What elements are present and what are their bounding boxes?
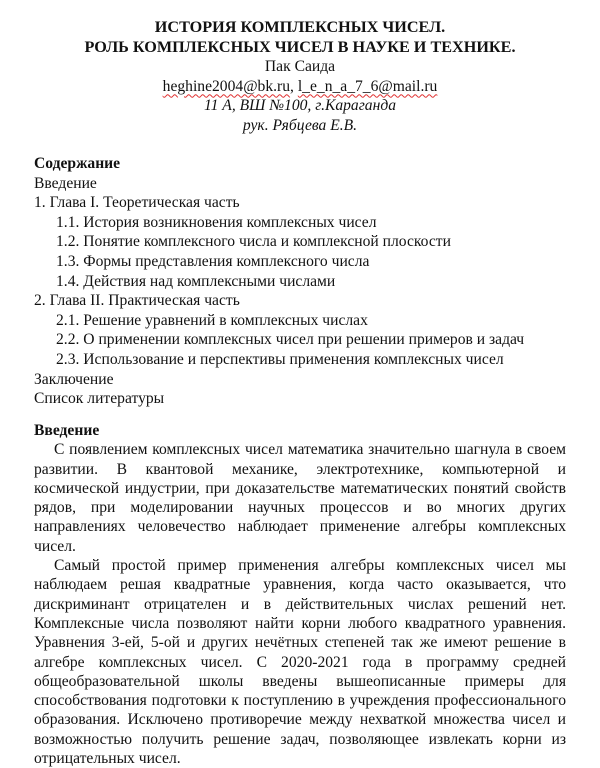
- toc-item-chapter-1: 1. Глава I. Теоретическая часть: [34, 194, 240, 212]
- toc-item-1-2: 1.2. Понятие комплексного числа и комплексной плоскости: [56, 233, 451, 251]
- toc-item-1-4: 1.4. Действия над комплексными числами: [56, 272, 336, 290]
- introduction-paragraph-1: С появлением комплексных чисел математика значительно шагнула в своем развитии. В квантовой механике, электротехнике, компьютерной и космической индустрии, при доказательстве математических понятий свойств рядов, при моделировании научных процессов и во многих других направлениях человечество наблюдает применение алгебры комплексных чисел.: [34, 441, 566, 555]
- toc-item-2-2: 2.2. О применении комплексных чисел при решении примеров и задач: [56, 331, 525, 349]
- introduction-paragraph-2: Самый простой пример применения алгебры комплексных чисел мы наблюдаем решая квадратные уравнения, когда часто оказывается, что дискриминант отрицателен и в действительных числах решений нет. Комплексные числа позволяют найти корни любого квадратного уравнения. Уравнения 3-ей, 5-ой и других нечётных степеней так же имеют решение в алгебре комплексных чисел. С 2020-2021 года в программу средней общеобразовательной школы введены вышеописанные примеры для способствования подготовки к поступлению в учреждения профессионального образования. Исключено противоречие между нехваткой множества чисел и возможностью получить решение задач, позволяющее извлекать корни из отрицательных чисел.: [34, 557, 566, 768]
- title-line-2: РОЛЬ КОМПЛЕКСНЫХ ЧИСЕЛ В НАУКЕ И ТЕХНИКЕ.: [84, 37, 516, 56]
- toc-item-introduction: Введение: [34, 174, 97, 192]
- title-line-1: ИСТОРИЯ КОМПЛЕКСНЫХ ЧИСЕЛ.: [154, 18, 446, 36]
- toc-item-1-1: 1.1. История возникновения комплексных чисел: [56, 213, 377, 231]
- introduction-section: [34, 421, 566, 768]
- toc-heading: Содержание: [34, 155, 121, 172]
- email-link-2[interactable]: l_e_n_a_7_6@mail.ru: [297, 77, 438, 95]
- author-name: Пак Саида: [264, 58, 336, 75]
- table-of-contents: [34, 154, 574, 409]
- toc-item-conclusion: Заключение: [34, 370, 114, 388]
- author-emails: [0, 77, 600, 97]
- toc-item-2-3: 2.3. Использование и перспективы применения комплексных чисел: [56, 350, 504, 368]
- email-separator: ,: [290, 77, 298, 95]
- toc-item-2-1: 2.1. Решение уравнений в комплексных числах: [56, 311, 368, 329]
- toc-item-1-3: 1.3. Формы представления комплексного числа: [56, 252, 370, 270]
- toc-item-chapter-2: 2. Глава II. Практическая часть: [34, 292, 240, 310]
- toc-item-references: Список литературы: [34, 390, 165, 408]
- supervisor-info: рук. Рябцева Е.В.: [242, 116, 358, 134]
- introduction-heading: Введение: [34, 422, 100, 439]
- document-header: [0, 18, 600, 135]
- email-link-1[interactable]: heghine2004@bk.ru: [162, 77, 291, 95]
- school-info: 11 А, ВШ №100, г.Караганда: [203, 97, 397, 114]
